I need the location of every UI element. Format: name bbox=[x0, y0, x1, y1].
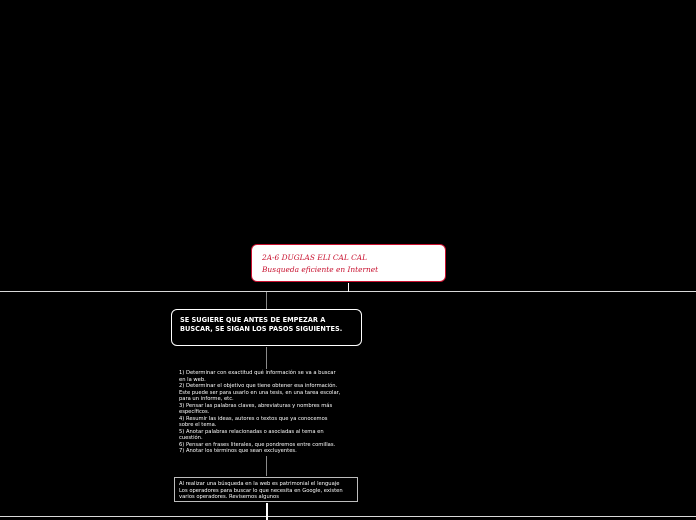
steps-line: para un informe, etc. bbox=[179, 396, 234, 402]
bottom-divider-line bbox=[0, 516, 696, 517]
root-connector bbox=[348, 283, 349, 292]
steps-line: en la web. bbox=[179, 376, 206, 383]
steps-line: específicos. bbox=[179, 409, 210, 415]
steps-note[interactable] bbox=[179, 370, 357, 455]
root-topic-node[interactable] bbox=[251, 244, 446, 282]
operators-connector bbox=[266, 456, 267, 476]
steps-line: 7) Anotar los términos que sean excluyentes. bbox=[179, 448, 297, 454]
steps-line: sobre el tema. bbox=[179, 422, 217, 428]
steps-connector bbox=[266, 347, 267, 369]
operators-line: Los operadores para buscar lo que necesita en Google, existen bbox=[179, 487, 343, 494]
steps-line: 5) Anotar palabras relacionadas o asociadas al tema en bbox=[179, 428, 324, 435]
root-topic-line-1: 2A-6 DUGLAS ELI CAL CAL bbox=[262, 253, 368, 262]
root-topic-line-2: Busqueda eficiente en Internet bbox=[262, 265, 379, 274]
steps-line: 2) Determinar el objetivo que tiene obtener esa información. bbox=[179, 383, 338, 389]
steps-line: cuestión. bbox=[179, 435, 203, 441]
steps-line: 6) Pensar en frases literales, que pondremos entre comillas. bbox=[179, 441, 336, 448]
steps-line: 3) Pensar las palabras claves, abreviaturas y nombres más bbox=[179, 402, 333, 409]
operators-note[interactable] bbox=[174, 477, 358, 502]
topic-connector bbox=[266, 292, 267, 309]
main-topic-text: SE SUGIERE QUE ANTES DE EMPEZAR A BUSCAR, SE SIGAN LOS PASOS SIGUIENTES. bbox=[180, 316, 343, 333]
main-topic-node[interactable] bbox=[171, 309, 362, 346]
steps-line: 1) Determinar con exactitud qué información se va a buscar bbox=[179, 370, 336, 376]
steps-line: 4) Resumir las ideas, autores o textos que ya conocemos bbox=[179, 415, 328, 422]
steps-line: Este puede ser para usarlo en una tesis, en una tarea escolar, bbox=[179, 389, 341, 396]
operators-line: Al realizar una búsqueda en la web es patrimonial el lenguaje bbox=[179, 481, 340, 487]
bottom-connector bbox=[266, 503, 268, 520]
operators-line: varios operadores. Revisemos algunos bbox=[179, 494, 279, 501]
